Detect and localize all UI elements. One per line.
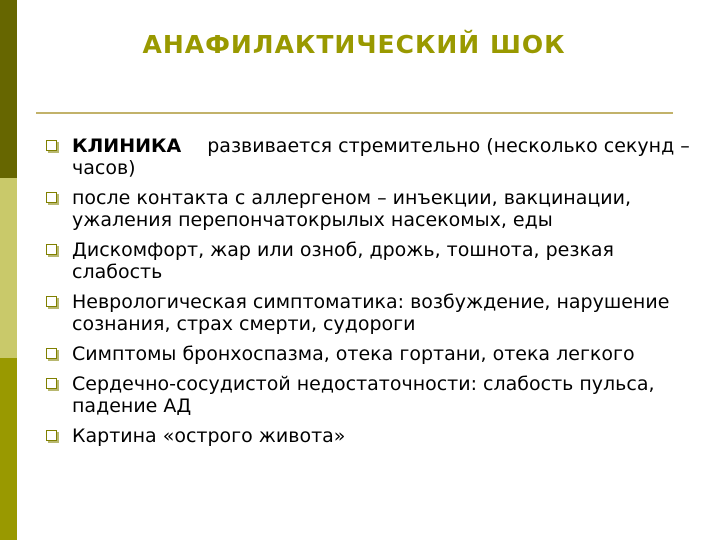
list-item — [46, 425, 696, 447]
square-bullet-icon — [46, 244, 57, 255]
square-bullet-icon — [46, 296, 57, 307]
bullet-text: Дискомфорт, жар или озноб, дрожь, тошнота, резкая слабость — [72, 239, 614, 283]
bullet-text: Симптомы бронхоспазма, отека гортани, отека легкого — [72, 343, 635, 365]
bullet-text: Картина «острого живота» — [72, 425, 346, 447]
list-item — [46, 343, 696, 365]
list-item — [46, 135, 696, 179]
slide-title: АНАФИЛАКТИЧЕСКИЙ ШОК — [142, 30, 566, 59]
square-bullet-icon — [46, 348, 57, 359]
list-item — [46, 373, 696, 417]
sidebar-stripe-middle — [0, 178, 17, 358]
bullet-text: после контакта с аллергеном – инъекции, вакцинации, ужаления перепончатокрылых насекомых, еды — [72, 187, 632, 231]
bullet-list — [46, 135, 696, 455]
list-item — [46, 187, 696, 231]
sidebar-stripe-top — [0, 0, 17, 178]
title-divider — [36, 112, 673, 114]
bullet-lead: КЛИНИКА — [72, 135, 182, 157]
list-item — [46, 239, 696, 283]
sidebar-stripe-bottom — [0, 358, 17, 540]
bullet-text: Неврологическая симптоматика: возбуждение, нарушение сознания, страх смерти, судороги — [72, 291, 670, 335]
list-item — [46, 291, 696, 335]
bullet-text: развивается стремительно (несколько секунд – часов) — [72, 135, 690, 179]
square-bullet-icon — [46, 192, 57, 203]
square-bullet-icon — [46, 430, 57, 441]
square-bullet-icon — [46, 378, 57, 389]
square-bullet-icon — [46, 140, 57, 151]
bullet-text: Сердечно-сосудистой недостаточности: слабость пульса, падение АД — [72, 373, 655, 417]
